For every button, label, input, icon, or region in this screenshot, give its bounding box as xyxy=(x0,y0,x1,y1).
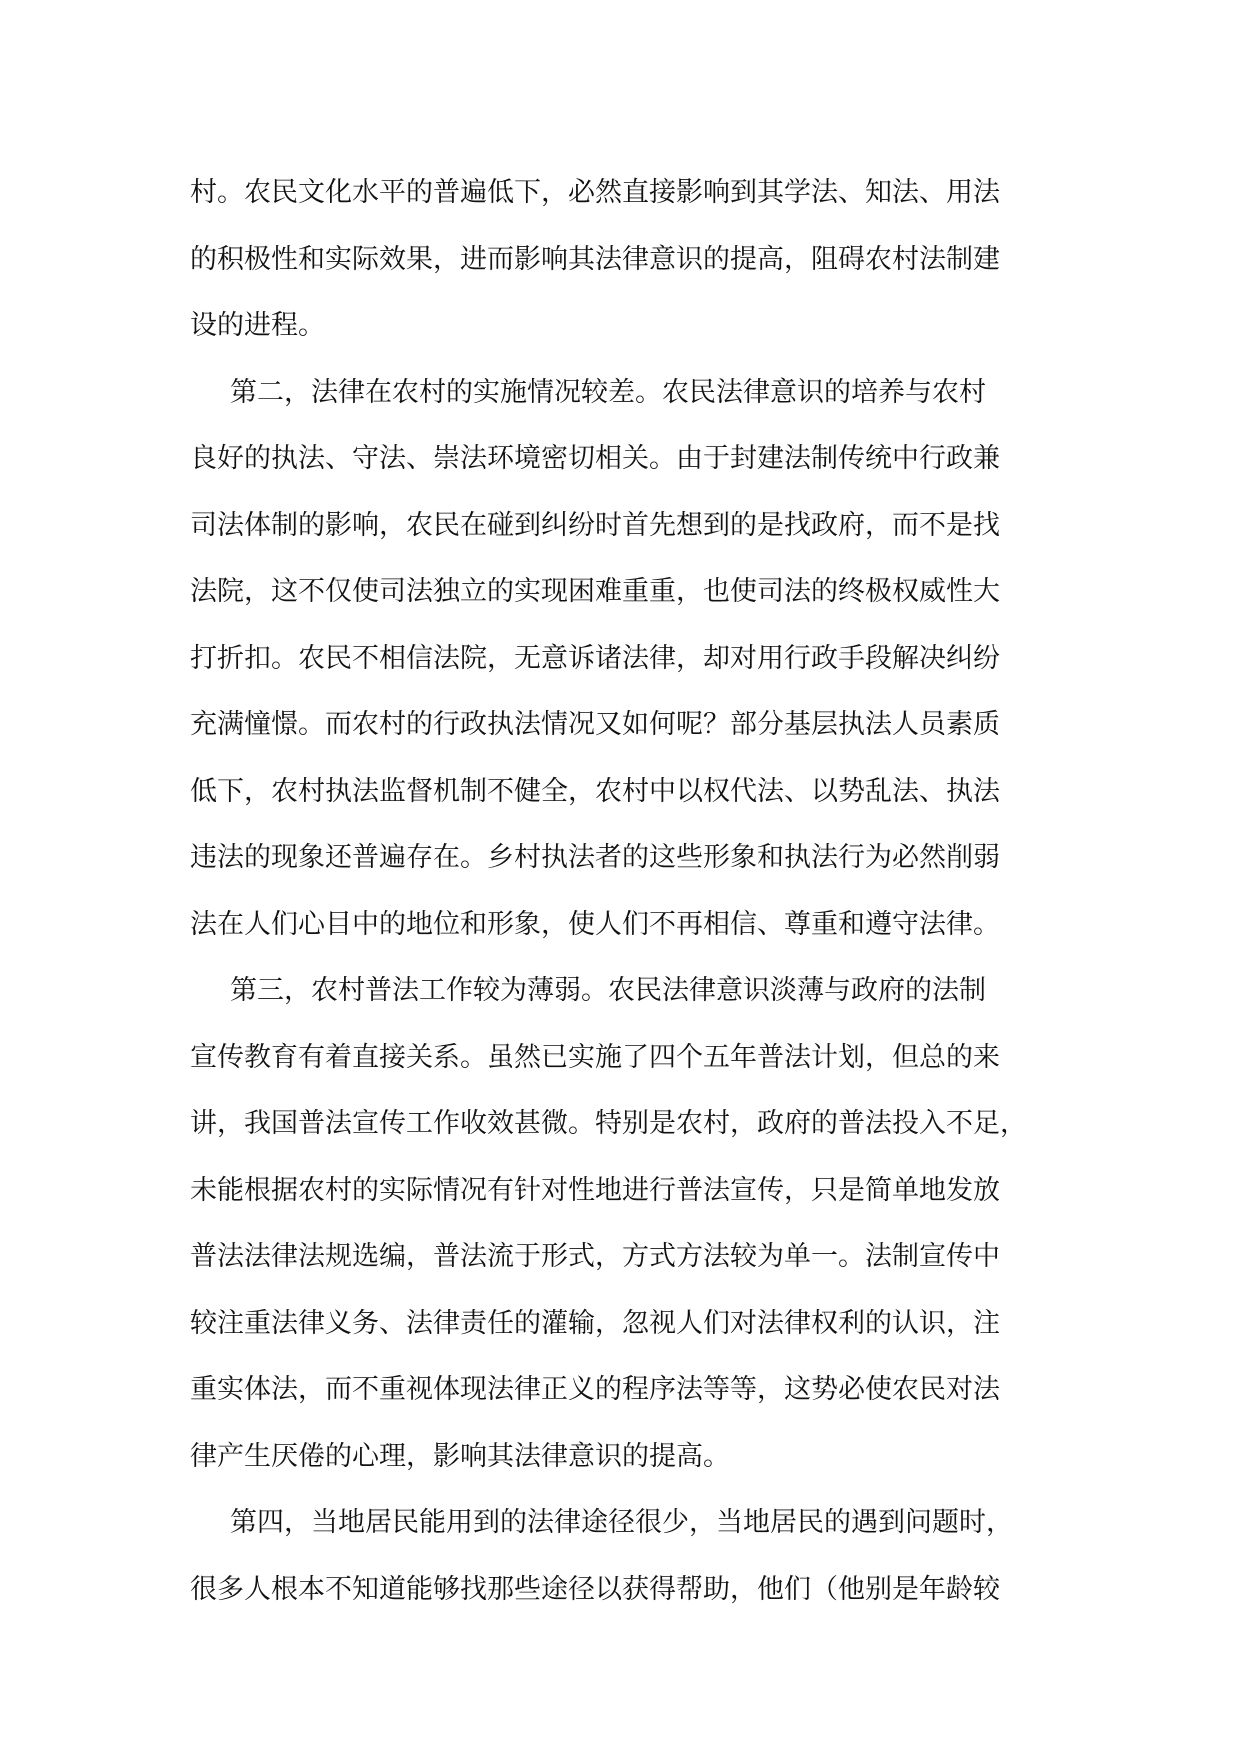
text-line: 充满憧憬。而农村的行政执法情况又如何呢？部分基层执法人员素质 xyxy=(190,709,1000,740)
text-line: 违法的现象还普遍存在。乡村执法者的这些形象和执法行为必然削弱 xyxy=(190,842,1000,873)
paragraph-start-line: 第三，农村普法工作较为薄弱。农民法律意识淡薄与政府的法制 xyxy=(230,975,986,1006)
text-line: 低下，农村执法监督机制不健全，农村中以权代法、以势乱法、执法 xyxy=(190,775,1000,807)
text-line: 讲，我国普法宣传工作收效甚微。特别是农村，政府的普法投入不足， xyxy=(190,1108,1027,1139)
document-body xyxy=(190,160,1052,1623)
text-line: 司法体制的影响，农民在碰到纠纷时首先想到的是找政府，而不是找 xyxy=(190,509,1000,541)
paragraph-start-line: 第四，当地居民能用到的法律途径很少，当地居民的遇到问题时， xyxy=(230,1507,1013,1538)
text-line: 未能根据农村的实际情况有针对性地进行普法宣传，只是简单地发放 xyxy=(190,1174,1000,1206)
text-line: 法在人们心目中的地位和形象，使人们不再相信、尊重和遵守法律。 xyxy=(190,908,1000,940)
text-line: 普法法律法规选编，普法流于形式，方式方法较为单一。法制宣传中 xyxy=(190,1241,1000,1272)
text-line: 重实体法，而不重视体现法律正义的程序法等等，这势必使农民对法 xyxy=(190,1374,1000,1405)
text-line: 较注重法律义务、法律责任的灌输，忽视人们对法律权利的认识，注 xyxy=(190,1307,1000,1339)
paragraph-start-line: 第二，法律在农村的实施情况较差。农民法律意识的培养与农村 xyxy=(230,376,986,408)
text-line: 设的进程。 xyxy=(190,310,325,341)
text-line: 村。农民文化水平的普遍低下，必然直接影响到其学法、知法、用法 xyxy=(190,177,1000,208)
text-line: 的积极性和实际效果，进而影响其法律意识的提高，阻碍农村法制建 xyxy=(190,243,1000,275)
text-line: 宣传教育有着直接关系。虽然已实施了四个五年普法计划，但总的来 xyxy=(190,1041,1000,1073)
text-line: 很多人根本不知道能够找那些途径以获得帮助，他们（他别是年龄较 xyxy=(190,1573,1000,1605)
text-line: 良好的执法、守法、崇法环境密切相关。由于封建法制传统中行政兼 xyxy=(190,443,1000,474)
text-line: 法院，这不仅使司法独立的实现困难重重，也使司法的终极权威性大 xyxy=(190,576,1000,607)
text-line: 律产生厌倦的心理，影响其法律意识的提高。 xyxy=(190,1440,730,1472)
text-line: 打折扣。农民不相信法院，无意诉诸法律，却对用行政手段解决纠纷 xyxy=(190,642,1000,674)
